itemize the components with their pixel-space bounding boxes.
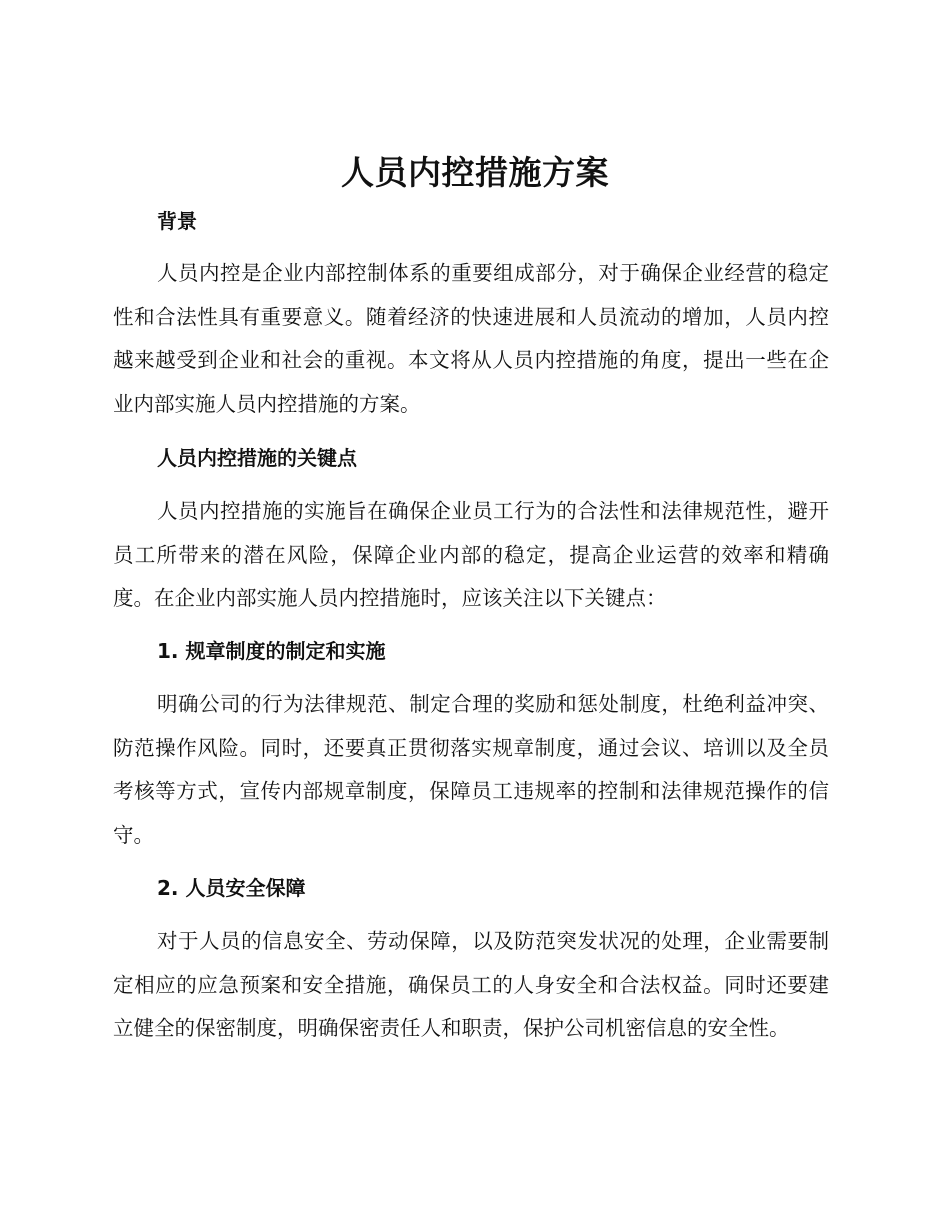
section-heading-key-points: 人员内控措施的关键点 — [157, 446, 357, 470]
document-title: 人员内控措施方案 — [341, 153, 609, 192]
section-paragraph-key-points: 人员内控措施的实施旨在确保企业员工行为的合法性和法律规范性，避开员工所带来的潜在风险，保障企业内部的稳定，提高企业运营的效率和精确度。在企业内部实施人员内控措施时，应该关注以下关键点： — [113, 499, 829, 610]
section-heading-rules: 1. 规章制度的制定和实施 — [157, 639, 386, 663]
section-paragraph-background: 人员内控是企业内部控制体系的重要组成部分，对于确保企业经营的稳定性和合法性具有重要意义。随着经济的快速进展和人员流动的增加，人员内控越来越受到企业和社会的重视。本文将从人员内控措施的角度，提出一些在企业内部实施人员内控措施的方案。 — [113, 261, 829, 416]
section-paragraph-rules: 明确公司的行为法律规范、制定合理的奖励和惩处制度，杜绝利益冲突、防范操作风险。同时，还要真正贯彻落实规章制度，通过会议、培训以及全员考核等方式，宣传内部规章制度，保障员工违规率的控制和法律规范操作的信守。 — [113, 692, 829, 847]
section-paragraph-safety: 对于人员的信息安全、劳动保障，以及防范突发状况的处理，企业需要制定相应的应急预案和安全措施，确保员工的人身安全和合法权益。同时还要建立健全的保密制度，明确保密责任人和职责，保护公司机密信息的安全性。 — [113, 929, 829, 1040]
section-heading-safety: 2. 人员安全保障 — [157, 876, 306, 900]
section-heading-background: 背景 — [157, 209, 197, 233]
